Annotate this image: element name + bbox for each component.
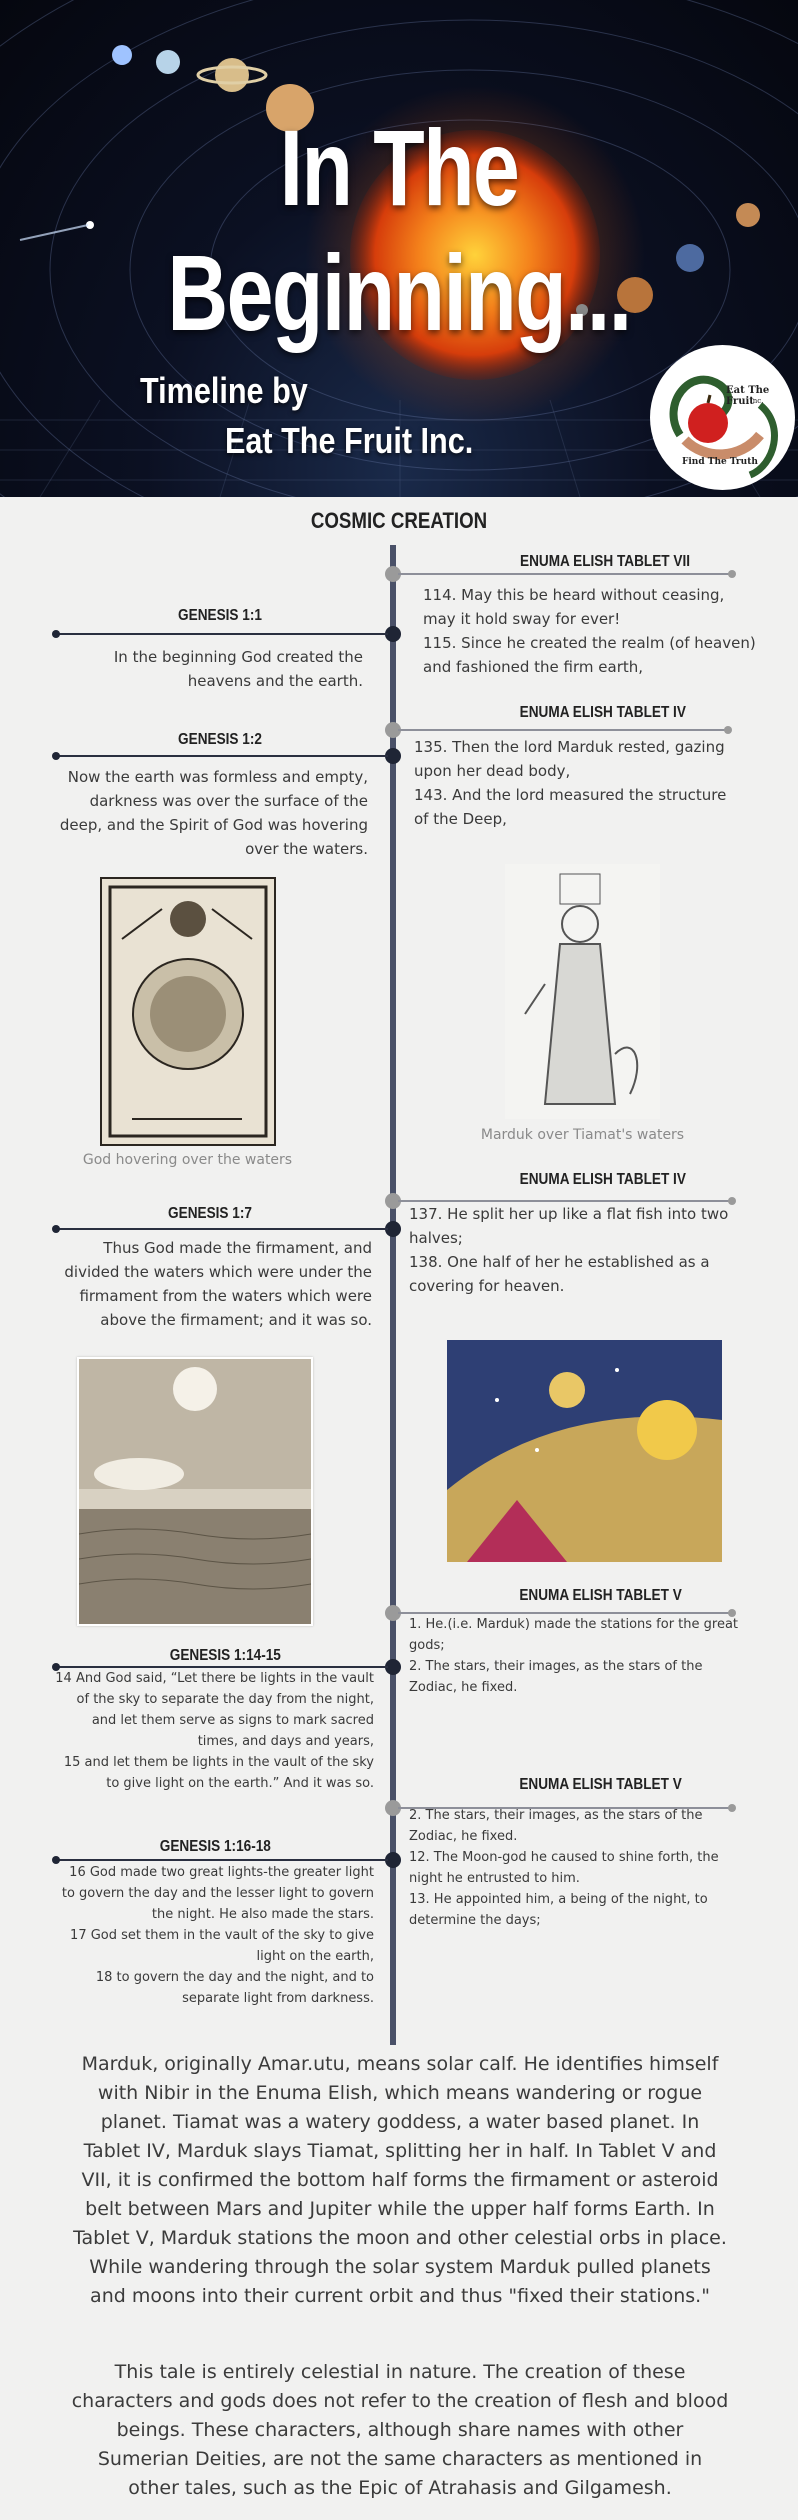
entry-label: ENUMA ELISH TABLET IV xyxy=(519,1171,686,1188)
entry-text: Thus God made the firmament, and divided the waters which were under the firmament from the waters which were above the firmament; and it was so. xyxy=(64,1239,372,1329)
byline-line1: Timeline by xyxy=(140,370,308,411)
image-caption: Marduk over Tiamat's waters xyxy=(480,1127,685,1143)
connector-end xyxy=(52,1225,60,1233)
entry-text: 114. May this be heard without ceasing, may it hold sway for ever! 115. Since he created the realm (of heaven) and fashioned the firm earth, xyxy=(423,586,756,676)
entry-label: GENESIS 1:7 xyxy=(168,1205,252,1222)
timeline-connector xyxy=(58,1859,388,1861)
god-hovering-engraving xyxy=(100,877,276,1146)
section-title: COSMIC CREATION xyxy=(310,508,488,533)
entry-text: 16 God made two great lights-the greater light to govern the day and the lesser light to govern the night. He also made the stars. 17 God set them in the vault of the sky to give light on the earth, 18 to govern the day and the night, and to separate light from darkness. xyxy=(61,1865,374,2006)
summary-paragraph: Marduk, originally Amar.utu, means solar calf. He identifies himself with Nibir in the Enuma Elish, which means wandering or rogue planet. Tiamat was a watery goddess, a water based planet. In Tablet IV, Marduk slays Tiamat, splitting her in half. In Tablet V and VII, it is confirmed the bottom half forms the firmament or asteroid belt between Mars and Jupiter while the upper half forms Earth. In Tablet V, Marduk stations the moon and other celestial orbs in place. While wandering through the solar system Marduk pulled planets and moons into their current orbit and thus "fixed their stations." xyxy=(73,2053,727,2307)
entry-text: 14 And God said, “Let there be lights in the vault of the sky to separate the day from the night, and let them serve as signs to mark sacred times, and days and years, 15 and let them be lights in the vault of the sky to give light on the earth.” And it was so. xyxy=(55,1671,374,1791)
logo-tagline: Find The Truth xyxy=(682,457,758,467)
logo xyxy=(650,345,795,490)
entry-label: GENESIS 1:16-18 xyxy=(159,1838,271,1855)
entry-label: GENESIS 1:14-15 xyxy=(169,1647,281,1664)
firmament-engraving xyxy=(77,1357,313,1626)
page-title: In The Beginning... xyxy=(167,107,631,353)
timeline-connector xyxy=(398,729,728,731)
entry-text: Now the earth was formless and empty, darkness was over the surface of the deep, and the Spirit of God was hovering over the waters. xyxy=(59,768,368,858)
byline-line2: Eat The Fruit Inc. xyxy=(225,420,474,461)
logo-text: Eat The Fruit xyxy=(726,385,770,407)
entry-label: GENESIS 1:2 xyxy=(178,731,262,748)
timeline-connector xyxy=(58,1228,388,1230)
connector-end xyxy=(52,630,60,638)
logo-text-inc: Inc. xyxy=(750,397,764,405)
entry-text: In the beginning God created the heavens and the earth. xyxy=(113,648,363,690)
entry-label: GENESIS 1:1 xyxy=(178,607,262,624)
header-banner xyxy=(0,0,798,497)
entry-label: ENUMA ELISH TABLET IV xyxy=(519,704,686,721)
timeline-connector xyxy=(58,633,388,635)
timeline-connector xyxy=(58,755,388,757)
entry-label: ENUMA ELISH TABLET VII xyxy=(520,553,690,570)
summary-paragraph: This tale is entirely celestial in nature. The creation of these characters and gods does not refer to the creation of flesh and blood beings. These characters, although share names with other Sumerian Deities, are not the same characters as mentioned in other tales, such as the Epic of Atrahasis and Gilgamesh. xyxy=(71,2361,729,2499)
apple-serpent-icon xyxy=(650,345,795,490)
timeline-connector xyxy=(398,573,730,575)
flammarion-engraving xyxy=(447,1340,722,1562)
connector-end xyxy=(724,726,732,734)
connector-end xyxy=(728,570,736,578)
entry-text: 2. The stars, their images, as the stars of the Zodiac, he fixed. 12. The Moon-god he caused to shine forth, the night he entrusted to him. 13. He appointed him, a being of the night, to determine the days; xyxy=(409,1808,719,1928)
timeline-spine xyxy=(390,545,396,2045)
connector-end xyxy=(52,752,60,760)
entry-label: ENUMA ELISH TABLET V xyxy=(519,1776,682,1793)
image-caption: God hovering over the waters xyxy=(82,1152,293,1168)
entry-text: 137. He split her up like a flat fish into two halves; 138. One half of her he established as a covering for heaven. xyxy=(409,1205,729,1295)
marduk-relief-drawing xyxy=(505,864,660,1119)
entry-label: ENUMA ELISH TABLET V xyxy=(519,1587,682,1604)
entry-text: 135. Then the lord Marduk rested, gazing upon her dead body, 143. And the lord measured the structure of the Deep, xyxy=(414,738,727,828)
entry-text: 1. He.(i.e. Marduk) made the stations for the great gods; 2. The stars, their images, as the stars of the Zodiac, he fixed. xyxy=(409,1617,739,1695)
